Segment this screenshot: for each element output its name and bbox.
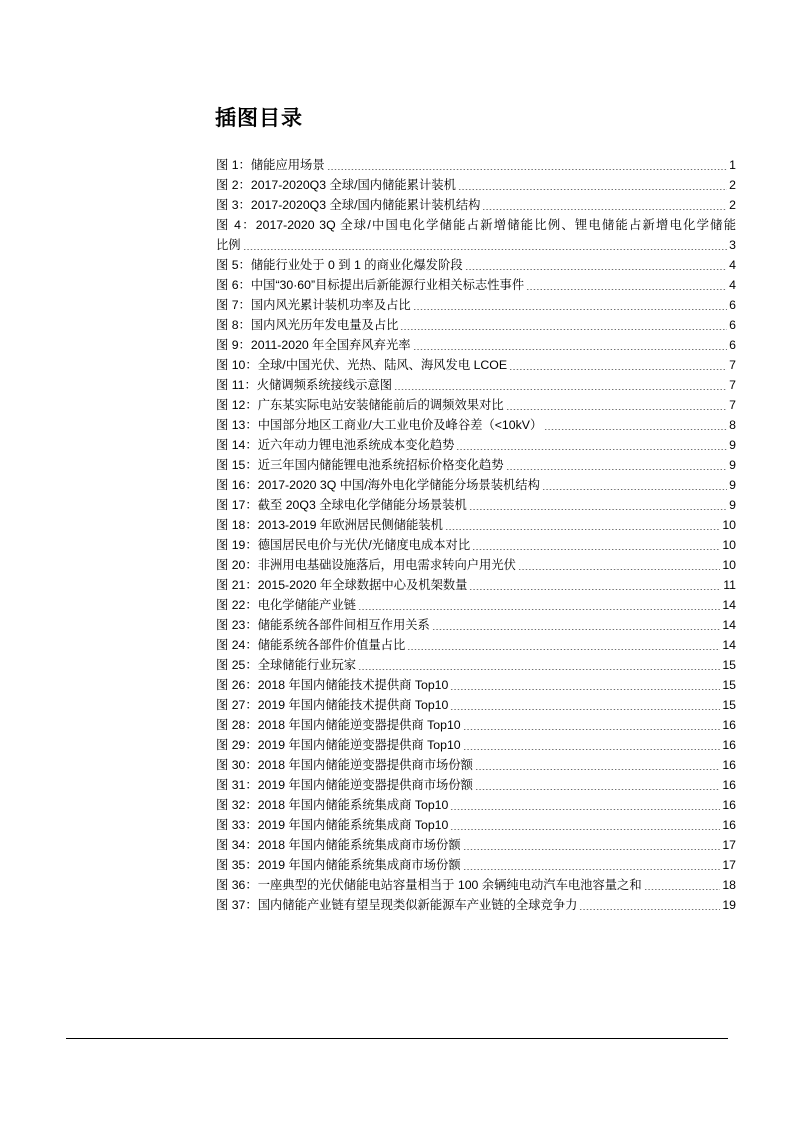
toc-entry-page: 16 — [722, 778, 736, 792]
toc-entry-label: 图 37：国内储能产业链有望呈现类似新能源车产业链的全球竞争力 — [216, 898, 578, 912]
toc-entry-label: 图 13：中国部分地区工商业/大工业电价及峰谷差（<10kV） — [216, 418, 543, 432]
toc-entry-page: 14 — [722, 618, 736, 632]
page-title: 插图目录 — [215, 107, 303, 130]
toc-entry-label: 图 5：储能行业处于 0 到 1 的商业化爆发阶段 — [216, 258, 463, 272]
toc-entry-label: 图 20：非洲用电基础设施落后，用电需求转向户用光伏 — [216, 558, 516, 572]
toc-entry-label: 图 9：2011-2020 年全国弃风弃光率 — [216, 338, 411, 352]
toc-entry-page: 9 — [729, 478, 736, 492]
toc-entry[interactable] — [216, 475, 736, 495]
toc-entry-label: 图 17：截至 20Q3 全球电化学储能分场景装机 — [216, 498, 467, 512]
toc-entry[interactable] — [216, 795, 736, 815]
toc-entry-label: 图 11：火储调频系统接线示意图 — [216, 378, 393, 392]
toc-entry-page: 10 — [722, 558, 736, 572]
toc-entry-page: 16 — [722, 718, 736, 732]
toc-entry-page: 10 — [722, 518, 736, 532]
toc-entry-page: 14 — [722, 638, 736, 652]
toc-entry[interactable] — [216, 595, 736, 615]
toc-entry[interactable] — [216, 535, 736, 555]
dot-leader — [450, 809, 720, 810]
toc-entry-page: 9 — [729, 438, 736, 452]
toc-entry-page: 1 — [729, 158, 736, 172]
toc-entry-label: 图 30：2018 年国内储能逆变器提供商市场份额 — [216, 758, 473, 772]
dot-leader — [506, 409, 728, 410]
toc-entry-page: 2 — [729, 178, 736, 192]
toc-entry-page: 7 — [729, 398, 736, 412]
toc-entry-label: 图 6：中国“30·60”目标提出后新能源行业相关标志性事件 — [216, 278, 525, 292]
toc-entry[interactable] — [216, 715, 736, 735]
toc-entry-page: 19 — [722, 898, 736, 912]
toc-entry[interactable] — [216, 395, 736, 415]
toc-entry-page: 18 — [722, 878, 736, 892]
dot-leader — [544, 429, 727, 430]
toc-entry[interactable] — [216, 335, 736, 355]
dot-leader — [450, 709, 720, 710]
dot-leader — [358, 609, 720, 610]
toc-entry[interactable] — [216, 315, 736, 335]
toc-entry-label: 图 29：2019 年国内储能逆变器提供商 Top10 — [216, 738, 461, 752]
toc-entry-label: 图 32：2018 年国内储能系统集成商 Top10 — [216, 798, 449, 812]
toc-entry-page: 6 — [729, 298, 736, 312]
toc-entry-page: 8 — [729, 418, 736, 432]
toc-entry[interactable] — [216, 415, 736, 435]
toc-entry[interactable] — [216, 435, 736, 455]
dot-leader — [450, 829, 720, 830]
toc-entry[interactable] — [216, 695, 736, 715]
toc-entry-page: 16 — [722, 758, 736, 772]
dot-leader — [518, 569, 720, 570]
toc-entry-page: 3 — [729, 238, 736, 252]
toc-entry-label: 图 35：2019 年国内储能系统集成商市场份额 — [216, 858, 461, 872]
toc-entry-label: 图 3：2017-2020Q3 全球/国内储能累计装机结构 — [216, 198, 481, 212]
dot-leader — [243, 249, 728, 250]
toc-entry-label: 图 19：德国居民电价与光伏/光储度电成本对比 — [216, 538, 471, 552]
toc-entry-page: 7 — [729, 358, 736, 372]
toc-entry[interactable] — [216, 655, 736, 675]
toc-entry-label: 图 23：储能系统各部件间相互作用关系 — [216, 618, 430, 632]
dot-leader — [482, 209, 727, 210]
toc-entry[interactable] — [216, 355, 736, 375]
toc-entry-line[interactable]: 图 4：2017-2020 3Q 全球/中国电化学储能占新增储能比例、锂电储能占新增电化学储能 — [216, 218, 736, 232]
toc-entry[interactable] — [216, 815, 736, 835]
dot-leader — [463, 729, 721, 730]
toc-entry-label: 图 25：全球储能行业玩家 — [216, 658, 357, 672]
dot-leader — [413, 349, 728, 350]
toc-entry-page: 4 — [729, 258, 736, 272]
toc-entry-page: 6 — [729, 318, 736, 332]
toc-entry-label: 比例 — [216, 238, 241, 252]
toc-entry-label: 图 14：近六年动力锂电池系统成本变化趋势 — [216, 438, 455, 452]
dot-leader — [509, 369, 727, 370]
toc-entry-page: 15 — [722, 698, 736, 712]
toc-entry[interactable] — [216, 255, 736, 275]
toc-entry-page: 11 — [723, 578, 736, 592]
toc-entry-page: 7 — [729, 378, 736, 392]
toc-entry[interactable] — [216, 375, 736, 395]
toc-entry-page: 2 — [729, 198, 736, 212]
dot-leader — [475, 789, 720, 790]
toc-entry[interactable] — [216, 735, 736, 755]
dot-leader — [526, 289, 727, 290]
dot-leader — [327, 169, 728, 170]
dot-leader — [463, 869, 721, 870]
toc-entry[interactable] — [216, 835, 736, 855]
toc-entry-label: 图 18：2013-2019 年欧洲居民侧储能装机 — [216, 518, 443, 532]
toc-entry[interactable] — [216, 515, 736, 535]
dot-leader — [432, 629, 720, 630]
toc-entry-page: 17 — [722, 838, 736, 852]
toc-entry-page: 4 — [729, 278, 736, 292]
dot-leader — [358, 669, 720, 670]
toc-entry[interactable] — [216, 275, 736, 295]
toc-entry-label: 图 10：全球/中国光伏、光热、陆风、海风发电 LCOE — [216, 358, 508, 372]
toc-entry[interactable] — [216, 615, 736, 635]
toc-entry-page: 10 — [722, 538, 736, 552]
dot-leader — [644, 889, 721, 890]
toc-entry-page: 16 — [722, 738, 736, 752]
dot-leader — [465, 269, 728, 270]
toc-entry[interactable] — [216, 455, 736, 475]
dot-leader — [542, 489, 727, 490]
toc-entry-label: 图 16：2017-2020 3Q 中国/海外电化学储能分场景装机结构 — [216, 478, 540, 492]
toc-entry-label: 图 26：2018 年国内储能技术提供商 Top10 — [216, 678, 449, 692]
dot-leader — [463, 849, 721, 850]
toc-entry[interactable] — [216, 755, 736, 775]
toc-entry[interactable] — [216, 175, 736, 195]
toc-entry-label: 图 7：国内风光累计装机功率及占比 — [216, 298, 411, 312]
toc-entry-label: 图 31：2019 年国内储能逆变器提供商市场份额 — [216, 778, 473, 792]
dot-leader — [472, 549, 720, 550]
toc-entry[interactable] — [216, 775, 736, 795]
dot-leader — [400, 329, 727, 330]
toc-entry-label: 图 27：2019 年国内储能技术提供商 Top10 — [216, 698, 449, 712]
dot-leader — [413, 309, 727, 310]
toc-entry[interactable] — [216, 895, 736, 915]
toc-entry[interactable] — [216, 855, 736, 875]
toc-entry-page: 15 — [722, 678, 736, 692]
toc-entry-page: 16 — [722, 798, 736, 812]
dot-leader — [450, 689, 720, 690]
toc-entry-page: 14 — [722, 598, 736, 612]
dot-leader — [463, 749, 721, 750]
dot-leader — [394, 389, 727, 390]
dot-leader — [469, 589, 721, 590]
toc-entry[interactable] — [216, 235, 736, 255]
toc-entry-label: 图 12：广东某实际电站安装储能前后的调频效果对比 — [216, 398, 504, 412]
toc-entry-page: 9 — [729, 458, 736, 472]
dot-leader — [458, 189, 727, 190]
dot-leader — [407, 649, 720, 650]
dot-leader — [475, 769, 720, 770]
toc-entry[interactable] — [216, 635, 736, 655]
toc-entry-label: 图 21：2015-2020 年全球数据中心及机架数量 — [216, 578, 468, 592]
toc-entry[interactable] — [216, 555, 736, 575]
toc-entry-label: 图 24：储能系统各部件价值量占比 — [216, 638, 406, 652]
toc-entry-page: 15 — [722, 658, 736, 672]
toc-entry-label: 图 22：电化学储能产业链 — [216, 598, 357, 612]
toc-entry[interactable] — [216, 295, 736, 315]
toc-entry[interactable] — [216, 675, 736, 695]
toc-entry[interactable] — [216, 195, 736, 215]
footer-divider — [66, 1038, 728, 1039]
toc-entry-label: 图 8：国内风光历年发电量及占比 — [216, 318, 399, 332]
dot-leader — [506, 469, 728, 470]
toc-entry-page: 9 — [729, 498, 736, 512]
dot-leader — [456, 449, 727, 450]
toc-entry[interactable] — [216, 575, 736, 595]
toc-entry[interactable] — [216, 155, 736, 175]
toc-entry-page: 17 — [722, 858, 736, 872]
toc-entry-label: 图 34：2018 年国内储能系统集成商市场份额 — [216, 838, 461, 852]
figure-list — [216, 155, 736, 915]
dot-leader — [445, 529, 720, 530]
toc-entry-page: 16 — [722, 818, 736, 832]
dot-leader — [579, 909, 720, 910]
toc-entry-page: 6 — [729, 338, 736, 352]
toc-entry-label: 图 28：2018 年国内储能逆变器提供商 Top10 — [216, 718, 461, 732]
toc-entry-label: 图 1：储能应用场景 — [216, 158, 325, 172]
toc-entry[interactable] — [216, 495, 736, 515]
toc-entry-label: 图 2：2017-2020Q3 全球/国内储能累计装机 — [216, 178, 456, 192]
toc-entry[interactable] — [216, 875, 736, 895]
toc-entry-label: 图 15：近三年国内储能锂电池系统招标价格变化趋势 — [216, 458, 504, 472]
toc-entry-label: 图 36：一座典型的光伏储能电站容量相当于 100 余辆纯电动汽车电池容量之和 — [216, 878, 642, 892]
dot-leader — [469, 509, 727, 510]
toc-entry-label: 图 33：2019 年国内储能系统集成商 Top10 — [216, 818, 449, 832]
